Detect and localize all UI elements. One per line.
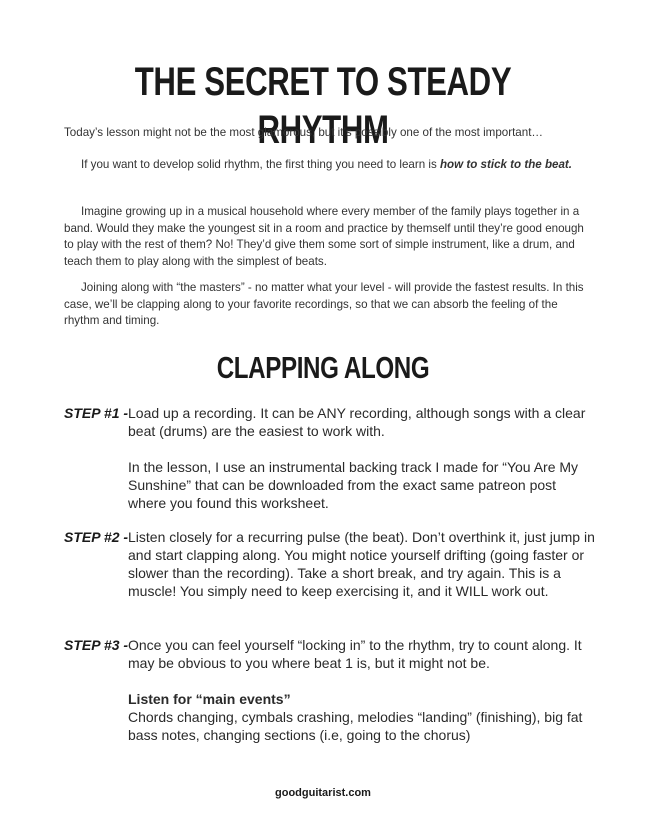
step-1 (64, 404, 596, 512)
footer-website: goodguitarist.com (275, 787, 371, 799)
step-2 (64, 528, 596, 600)
step-3-paragraph-1: Once you can feel yourself “locking in” to the rhythm, try to count along. It may be obvious to you where beat 1 is, but it might not be. (128, 637, 582, 671)
intro-paragraph-1: Today’s lesson might not be the most glamorous, but it’s possibly one of the most important… (64, 126, 544, 139)
step-2-body (128, 528, 596, 600)
intro-paragraph-3 (64, 204, 586, 270)
intro-paragraph-2-text: If you want to develop solid rhythm, the first thing you need to learn is (81, 158, 440, 171)
step-1-label: STEP #1 - (64, 405, 129, 421)
intro-paragraph-4-text: Joining along with “the masters” - no matter what your level - will provide the fastest results. In this case, we’ll be clapping along to your favorite recordings, so that we can absorb the feeling of the rhythm and timing. (64, 281, 584, 328)
intro-paragraph-4 (64, 280, 586, 330)
step-1-body (128, 404, 596, 512)
step-3-subheading: Listen for “main events” (128, 691, 291, 707)
step-2-paragraph-1: Listen closely for a recurring pulse (the beat). Don’t overthink it, just jump in and start clapping along. You might notice yourself drifting (going faster or slower than the recording). Take a short break, and try again. This is a muscle! You simply need to keep exercising it, and it WILL work out. (128, 529, 595, 599)
step-3 (64, 636, 596, 744)
step-1-paragraph-1: Load up a recording. It can be ANY recording, although songs with a clear beat (drums) are the easiest to work with. (128, 405, 586, 439)
intro-paragraph-2-emphasis: how to stick to the beat. (439, 158, 573, 171)
step-3-body (128, 636, 596, 744)
intro-paragraph-2 (64, 157, 586, 174)
step-3-subtext: Chords changing, cymbals crashing, melodies “landing” (finishing), big fat bass notes, changing sections (i.e, going to the chorus) (128, 709, 583, 743)
step-1-paragraph-2: In the lesson, I use an instrumental backing track I made for “You Are My Sunshine” that can be downloaded from the exact same patreon post where you found this worksheet. (128, 459, 579, 511)
intro-paragraph-3-text: Imagine growing up in a musical household where every member of the family plays together in a band. Would they make the youngest sit in a room and practice by themself until they’re good enough to play with the rest of them? No! They’d give them some sort of simple instrument, like a drum, and teach them to play along with the simplest of beats. (64, 205, 584, 268)
step-2-label: STEP #2 - (64, 529, 129, 545)
section-title: CLAPPING ALONG (216, 350, 430, 385)
page-title: THE SECRET TO STEADY RHYTHM (134, 60, 512, 152)
step-3-label: STEP #3 - (64, 637, 129, 653)
